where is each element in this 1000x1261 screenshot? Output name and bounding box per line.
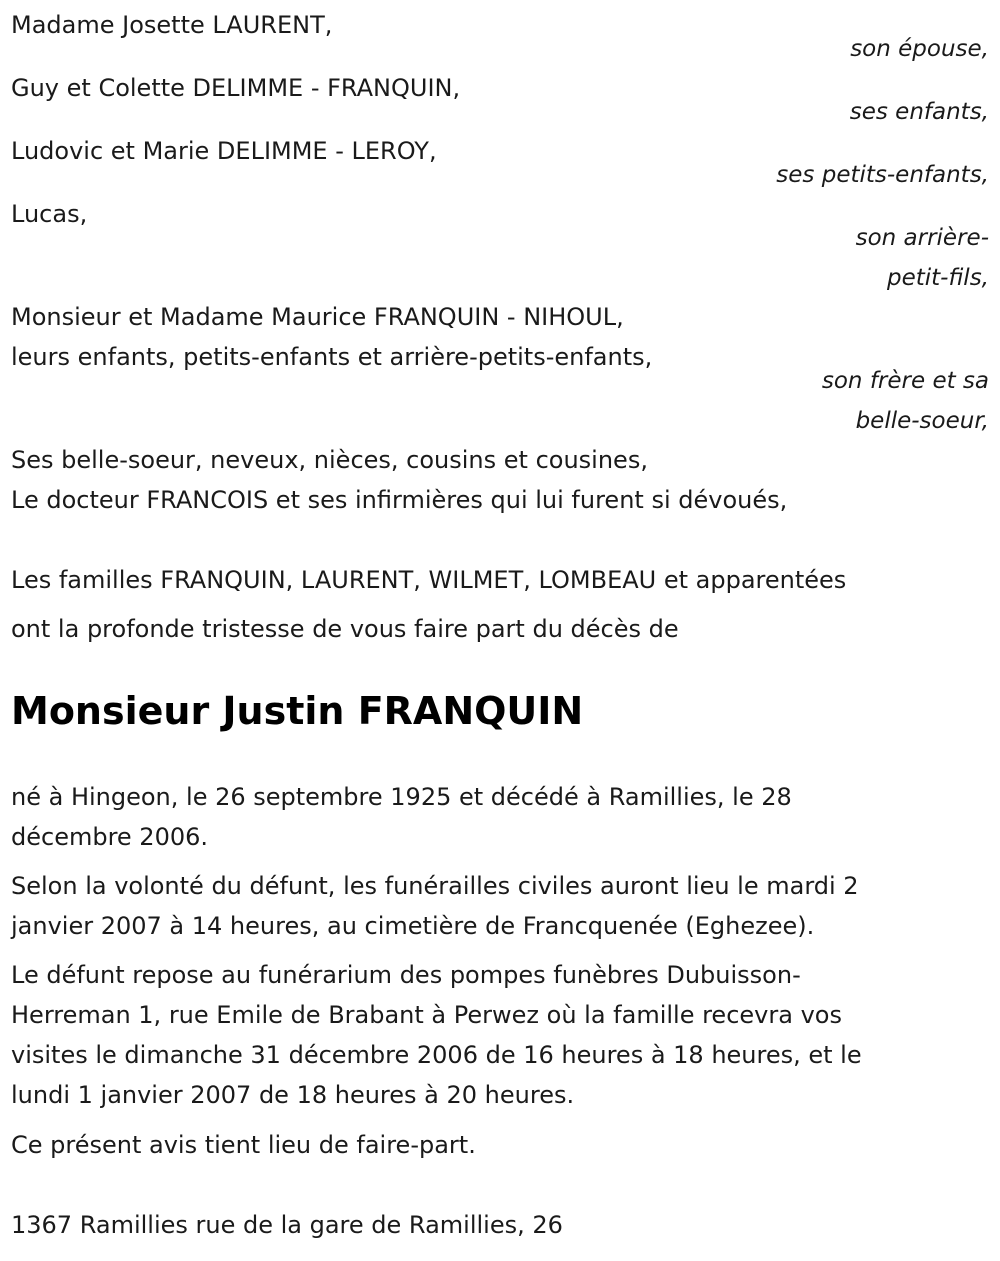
relation-brother-line-1: son frère et sa: [821, 368, 989, 394]
visitation-line-3: visites le dimanche 31 décembre 2006 de 16 heures à 18 heures, et le: [11, 1041, 862, 1069]
relation-children: ses enfants,: [849, 99, 989, 125]
mourner-name-brother-line-1: Monsieur et Madame Maurice FRANQUIN - NIHOUL,: [11, 303, 624, 331]
announcement-line: ont la profonde tristesse de vous faire part du décès de: [11, 615, 679, 643]
mourner-name-great-grandson: Lucas,: [11, 200, 88, 228]
address-line: 1367 Ramillies rue de la gare de Ramillies, 26: [11, 1211, 563, 1239]
visitation-line-4: lundi 1 janvier 2007 de 18 heures à 20 heures.: [11, 1081, 575, 1109]
mourner-name-grandchildren: Ludovic et Marie DELIMME - LEROY,: [11, 137, 437, 165]
others-line-2: Le docteur FRANCOIS et ses infirmières qui lui furent si dévoués,: [11, 486, 788, 514]
relation-grandchildren: ses petits-enfants,: [776, 162, 989, 188]
mourner-name-spouse: Madame Josette LAURENT,: [11, 11, 333, 39]
relation-brother-line-2: belle-soeur,: [855, 408, 989, 434]
notice-line: Ce présent avis tient lieu de faire-part.: [11, 1131, 476, 1159]
visitation-line-2: Herreman 1, rue Emile de Brabant à Perwez où la famille recevra vos: [11, 1001, 842, 1029]
funeral-line-2: janvier 2007 à 14 heures, au cimetière de Francquenée (Eghezee).: [11, 912, 815, 940]
birth-death-line-1: né à Hingeon, le 26 septembre 1925 et décédé à Ramillies, le 28: [11, 783, 792, 811]
mourner-name-brother-line-2: leurs enfants, petits-enfants et arrière-petits-enfants,: [11, 343, 653, 371]
visitation-line-1: Le défunt repose au funérarium des pompes funèbres Dubuisson-: [11, 961, 801, 989]
others-line-1: Ses belle-soeur, neveux, nièces, cousins et cousines,: [11, 446, 648, 474]
relation-great-grandson-line-2: petit-fils,: [886, 265, 989, 291]
funeral-line-1: Selon la volonté du défunt, les funérailles civiles auront lieu le mardi 2: [11, 872, 859, 900]
relation-great-grandson-line-1: son arrière-: [855, 225, 989, 251]
birth-death-line-2: décembre 2006.: [11, 823, 209, 851]
mourner-name-children: Guy et Colette DELIMME - FRANQUIN,: [11, 74, 461, 102]
relation-spouse: son épouse,: [850, 36, 989, 62]
families-line: Les familles FRANQUIN, LAURENT, WILMET, LOMBEAU et apparentées: [11, 566, 847, 594]
deceased-name: Monsieur Justin FRANQUIN: [11, 689, 584, 733]
